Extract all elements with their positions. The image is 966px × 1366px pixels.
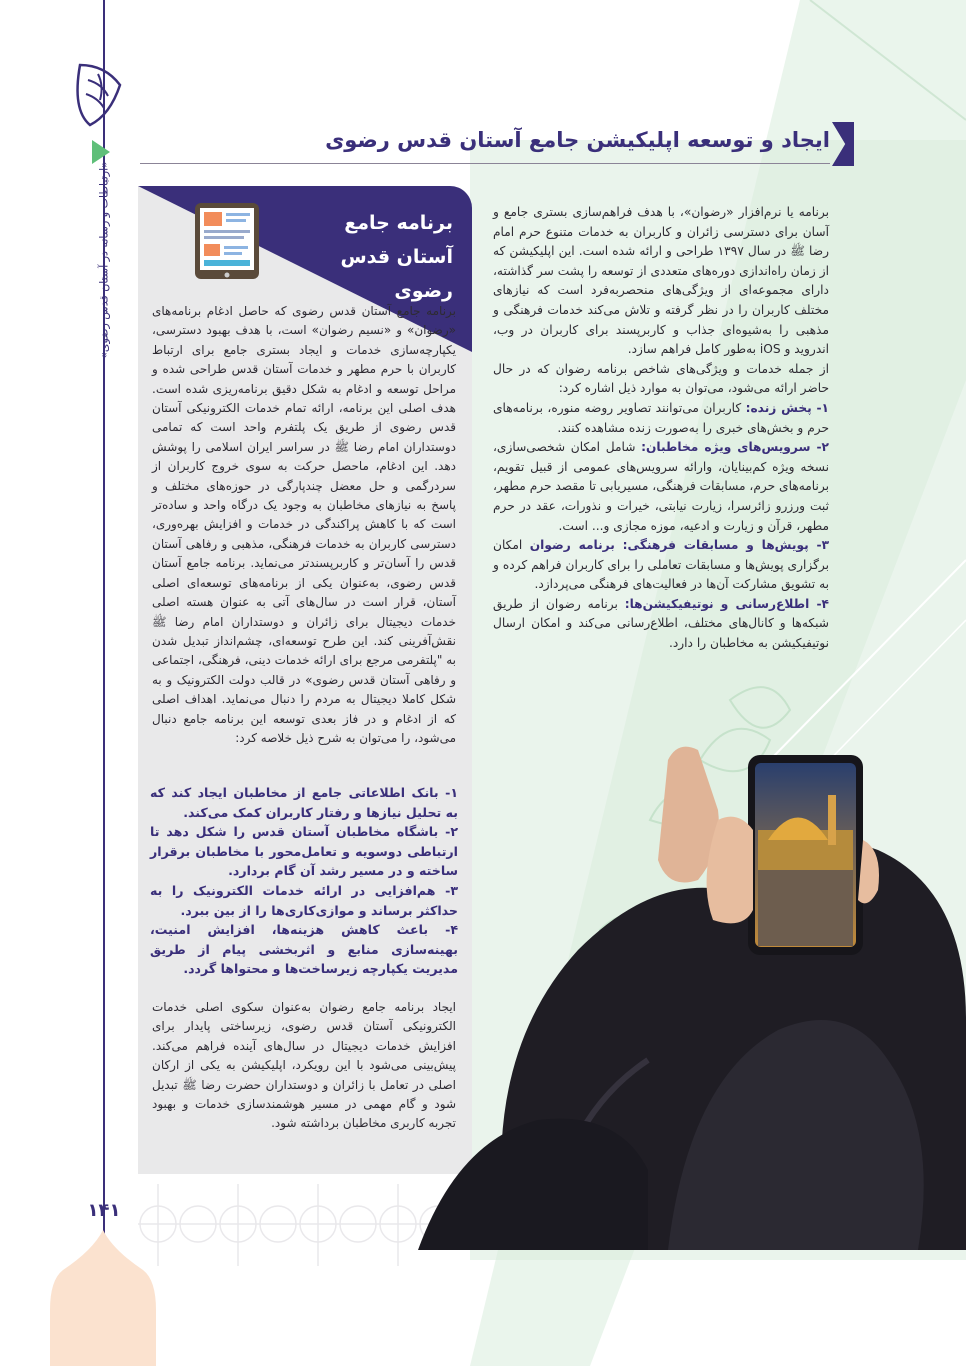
panel-goals-list: [150, 783, 458, 979]
feature-text: امکان برگزاری پویش‌ها و مسابقات تعاملی را برای کاربران فراهم کرده و به تشویق مشارکت آن‌ها در فعالیت‌های فرهنگی می‌پردازد.: [493, 538, 829, 592]
list-item: ۴- باعث کاهش هزینه‌ها، افزایش امنیت، بهینه‌سازی منابع و اثربخشی پیام از طریق مدیریت یکپارچه زیرساخت‌ها و محتواها گردد.: [150, 922, 458, 977]
panel-title-line1: برنامه جامع: [344, 212, 453, 234]
feature-text: شامل امکان شخصی‌سازی، نسخه ویژه کم‌بینایان، وارائه سرویس‌های عمومی از قبیل تقویم، برنامه‌های حرم، مسابقات فرهنگی، مسیریابی تا مقصد حرم مطهر، ثبت ورزرو زائرسرا، زیارت نیابتی، خیرات و نذورات، عقد در حرم مطهر، قرآن و زیارت و ادعیه، موزه مجازی و... است.: [493, 440, 829, 533]
feature-item: [493, 399, 829, 438]
feature-heading: ۳- پویش‌ها و مسابقات فرهنگی: برنامه رضوان: [529, 538, 830, 553]
panel-body: [152, 302, 456, 748]
panel-body-paragraph: برنامه جامع آستان قدس رضوی که حاصل ادغام برنامه‌های «رضوان» و «نسیم رضوان» است، با هدف بهبود دسترسی، یکپارچه‌سازی خدمات و ایجاد بستری جامع برای ارتباط کاربران با حرم مطهر و خدمات آستان قدس طراحی شده و مراحل توسعه و ادغام به شکل دقیق برنامه‌ریزی شده است. هدف اصلی این برنامه، ارائه تمام خدمات الکترونیکی آستان قدس رضوی از طریق یک پلتفرم واحد است که تمامی دوستداران امام رضا ﷺ در سراسر ایران اسلامی را پوشش دهد. این ادغام، ماحصل حرکت به سوی خروج کاربران از سردرگمی و حل معضل چندپارگی در حوزه‌های مختلف و پاسخ به نیازهای مخاطبان به وجود یک درگاه واحد و ساده‌تر است که با کاهش پراکندگی در خدمات و افزایش بهره‌وری، دسترسی کاربران به خدمات فرهنگی، مذهبی و رفاهی آستان قدس را آسان‌تر و کاربرپسندتر می‌نماید. برنامه جامع آستان قدس رضوی، به‌عنوان یکی از برنامه‌های توسعه‌ای اصلی آستان، قرار است در سال‌های آتی به عنوان هسته اصلی خدمات دیجیتال برای زائران و دوستداران امام رضا ﷺ نقش‌آفرینی کند. این طرح توسعه‌ای، چشم‌انداز تبدیل شدن به "پلتفرمی مرجع برای ارائه خدمات دینی، فرهنگی، اجتماعی و رفاهی آستان قدس رضوی» در قالب دولت الکترونیک و به شکل کاملا دیجیتال به مردم را دنبال می‌نماید. اهداف اصلی که از ادغام و در فاز بعدی توسعه این برنامه جامع دنبال می‌شود، را می‌توان به شرح ذیل خلاصه کرد:: [152, 304, 456, 745]
title-underline: [140, 163, 830, 164]
side-label-text: «ارتباطات و رسانه در آستان قدس رضوی»: [97, 161, 111, 359]
photo-woman-holding-phone: [418, 700, 966, 1250]
feature-text: برنامه رضوان از طریق شبکه‌ها و کانال‌های مختلف، اطلاع‌رسانی می‌کند و امکان ارسال نوتیفیکیشن به مخاطبان را دارد.: [493, 596, 829, 651]
feature-heading: ۱- پخش زنده:: [745, 400, 829, 415]
feature-text: کاربران می‌توانند تصاویر روضه منوره، برنامه‌های حرم و بخش‌های خبری را به‌صورت زنده مشاهده کنند.: [493, 400, 829, 435]
feature-item: [493, 536, 829, 595]
features-intro: از جمله خدمات و ویژگی‌های شاخص برنامه رضوان که در حال حاضر ارائه می‌شود، می‌توان به موارد ذیل اشاره کرد:: [493, 361, 829, 396]
side-label: [64, 161, 144, 359]
intro-paragraph: برنامه‌ یا نرم‌افزار «رضوان»، با هدف فراهم‌سازی بستری جامع و آسان برای دسترسی زائران و کاربران به خدمات متنوع حرم امام رضا ﷺ در سال ۱۳۹۷ طراحی و ارائه شده است. این اپلیکیشن که از زمان راه‌اندازی دوره‌های متعددی از توسعه را پشت سر گذاشته، دارای مجموعه‌ای از ویژگی‌های منحصربه‌فرد است که نیازهای مختلف کاربران را در نظر گرفته و تلاش می‌کند خدمات فرهنگی و مذهبی را به‌شیوه‌ای جذاب و کاربرپسند برای کاربران در وب، اندروید و iOS به‌طور کامل فراهم سازد.: [493, 205, 829, 357]
list-item: ۱- بانک اطلاعاتی جامع از مخاطبان ایجاد کند که به تحلیل نیازها و رفتار کاربران کمک می‌کند.: [150, 785, 458, 820]
magazine-logo: [70, 60, 130, 130]
list-item: ۲- باشگاه مخاطبان آستان قدس را شکل دهد تا ارتباطی دوسویه و تعامل‌محور با مخاطبان برقرار ساخته و در مسیر رشد آن گام بردارد.: [150, 824, 458, 879]
panel-closing-paragraph: ایجاد برنامه جامع رضوان به‌عنوان سکوی اصلی خدمات الکترونیکی آستان قدس رضوی، زیرساختی پایدار برای افزایش خدمات دیجیتال در سال‌های آینده فراهم می‌کند. پیش‌بینی می‌شود با این رویکرد، اپلیکیشن به یکی از ارکان اصلی در تعامل با زائران و دوستداران حضرت رضا ﷺ تبدیل شود و گام مهمی در مسیر هوشمندسازی خدمات و بهبود تجربه کاربری مخاطبان برداشته شود.: [152, 1000, 456, 1131]
tablet-app-icon: [194, 202, 260, 280]
feature-heading: ۲- سرویس‌های ویژه مخاطبان:: [641, 440, 829, 455]
feature-item: [493, 438, 829, 536]
page-number: ۱۴۱: [87, 1200, 121, 1221]
right-column-text: [493, 203, 829, 654]
panel-title: [288, 206, 453, 308]
panel-title-line2: آستان قدس رضوی: [340, 246, 453, 302]
list-item: ۳- هم‌افزایی در ارائه خدمات الکترونیک را به حداکثر برساند و موازی‌کاری‌ها را از بین ببرد.: [150, 882, 458, 918]
feature-item: [493, 595, 829, 654]
page-title: ایجاد و توسعه اپلیکیشن جامع آستان قدس رضوی: [325, 128, 830, 152]
feature-heading: ۴- اطلاع‌رسانی و نوتیفیکیشن‌ها:: [624, 596, 829, 611]
